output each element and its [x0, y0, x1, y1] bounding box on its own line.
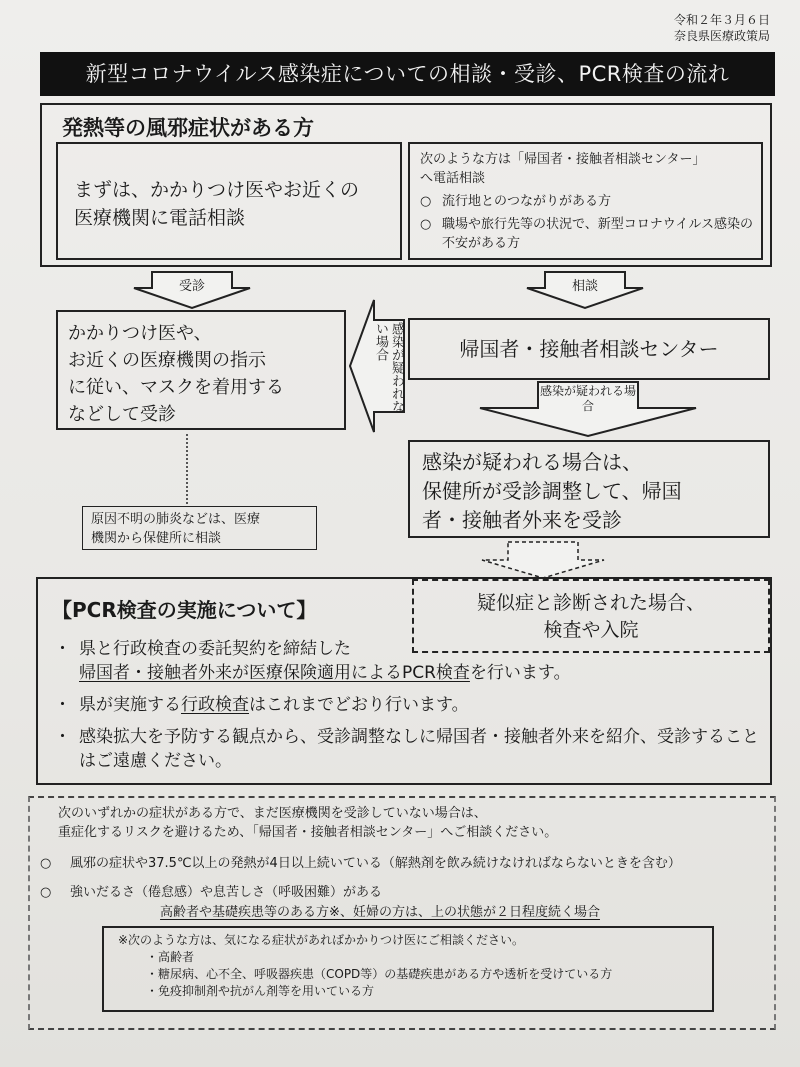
suspected-arrow-label: 感染が疑われる場合 [540, 384, 637, 413]
note-intro: ※次のような方は、気になる症状があればかかりつけ医にご相談ください。 [118, 933, 525, 947]
pcr-bullet-list [54, 637, 766, 781]
visit-instructions-line: かかりつけ医や、 [68, 323, 212, 344]
pcr-bullet-pre: 県が実施する [79, 695, 181, 715]
first-consult-line: 医療機関に電話相談 [74, 207, 246, 229]
pcr-bullet-underlined: 帰国者・接触者外来が医療保険適用によるPCR検査 [79, 663, 470, 683]
center-consult-item: 流行地とのつながりがある方 [442, 194, 612, 209]
first-consult-line: まずは、かかりつけ医やお近くの [74, 179, 360, 201]
visit-arrow-label: 受診 [178, 279, 205, 294]
center-consult-item: 職場や旅行先等の状況で、新型コロナウイルス感染の不安がある方 [442, 217, 753, 251]
pcr-bullet-pre: 県と行政検査の委託契約を締結した [79, 639, 351, 659]
note-item: ・高齢者 [146, 950, 195, 964]
center-consult-intro: 次のような方は「帰国者・接触者相談センター」 [420, 152, 706, 167]
diagnosis-line: 疑似症と診断された場合、 [476, 592, 705, 614]
circle-mark-icon: ○ [40, 856, 52, 871]
bullet-mark: ・ [54, 639, 71, 659]
consult-center-box: 帰国者・接触者相談センター [408, 318, 770, 380]
visit-instructions-line: お近くの医療機関の指示 [68, 350, 266, 371]
visit-instructions-line: に従い、マスクを着用する [68, 377, 284, 398]
suspected-case-line: 保健所が受診調整して、帰国 [422, 479, 682, 503]
list-item [54, 637, 766, 685]
center-consult-intro: へ電話相談 [420, 171, 486, 186]
symptom-text: 強いだるさ（倦怠感）や息苦しさ（呼吸困難）がある [70, 885, 383, 900]
diagnosis-line: 検査や入院 [543, 619, 639, 641]
bullet-mark: ・ [54, 695, 71, 715]
list-item [40, 854, 780, 873]
pcr-bullet-text: 感染拡大を予防する観点から、受診調整なしに帰国者・接触者外来を紹介、受診することはご遠慮ください。 [79, 727, 759, 771]
list-item [54, 693, 766, 717]
not-suspected-arrow-label: 感染が疑われない場合 [373, 322, 404, 413]
consult-arrow-label: 相談 [571, 279, 598, 294]
notice-line: 重症化するリスクを避けるため、「帰国者・接触者相談センター」へご相談ください。 [58, 825, 558, 840]
elderly-condition-text: 高齢者や基礎疾患等のある方※、妊婦の方は、上の状態が２日程度続く場合 [160, 905, 600, 920]
pcr-bullet-text [79, 693, 469, 717]
note-item: ・免疫抑制剤や抗がん剤等を用いている方 [146, 984, 375, 998]
page-title: 新型コロナウイルス感染症についての相談・受診、PCR検査の流れ [40, 52, 775, 96]
pcr-bullet-post: はこれまでどおり行います。 [249, 695, 469, 715]
notice-line: 次のいずれかの症状がある方で、まだ医療機関を受診していない場合は、 [58, 806, 487, 821]
note-item: ・糖尿病、心不全、呼吸器疾患（COPD等）の基礎疾患がある方や透析を受けている方 [146, 967, 613, 981]
suspected-case-line: 感染が疑われる場合は、 [422, 450, 642, 474]
center-consult-box [408, 142, 763, 260]
circle-mark-icon: ○ [420, 194, 432, 209]
circle-mark-icon: ○ [40, 885, 52, 900]
issue-date: 令和２年３月６日 [673, 13, 770, 27]
symptom-notice-text [58, 804, 768, 842]
list-item [420, 215, 753, 253]
pneumonia-note-line: 機関から保健所に相談 [91, 531, 222, 546]
symptom-text: 風邪の症状や37.5℃以上の発熱が4日以上続いている（解熱剤を飲み続けなければならないときを含む） [70, 856, 681, 871]
first-consult-box [56, 142, 402, 260]
dotted-connector [186, 434, 188, 504]
pcr-section-heading: 【PCR検査の実施について】 [52, 598, 317, 622]
pneumonia-note-box [82, 506, 317, 550]
risk-group-note-box [102, 926, 714, 1012]
list-item [54, 725, 766, 773]
pcr-bullet-underlined: 行政検査 [181, 695, 249, 715]
suspected-case-line: 者・接触者外来を受診 [422, 508, 622, 532]
list-item [420, 192, 753, 211]
list-item [40, 883, 780, 902]
pneumonia-note-line: 原因不明の肺炎などは、医療 [91, 512, 261, 527]
bullet-mark: ・ [54, 727, 71, 747]
visit-instructions-box [56, 310, 346, 430]
circle-mark-icon: ○ [420, 217, 432, 232]
department-name: 奈良県医療政策局 [673, 29, 770, 43]
visit-instructions-line: などして受診 [68, 404, 176, 425]
suspected-case-box [408, 440, 770, 538]
fever-section-heading: 発熱等の風邪症状がある方 [62, 116, 314, 140]
pcr-bullet-post: を行います。 [469, 663, 571, 683]
header-date-block [600, 12, 770, 44]
dashed-down-arrow-icon [478, 540, 608, 580]
pcr-bullet-text [79, 637, 571, 685]
